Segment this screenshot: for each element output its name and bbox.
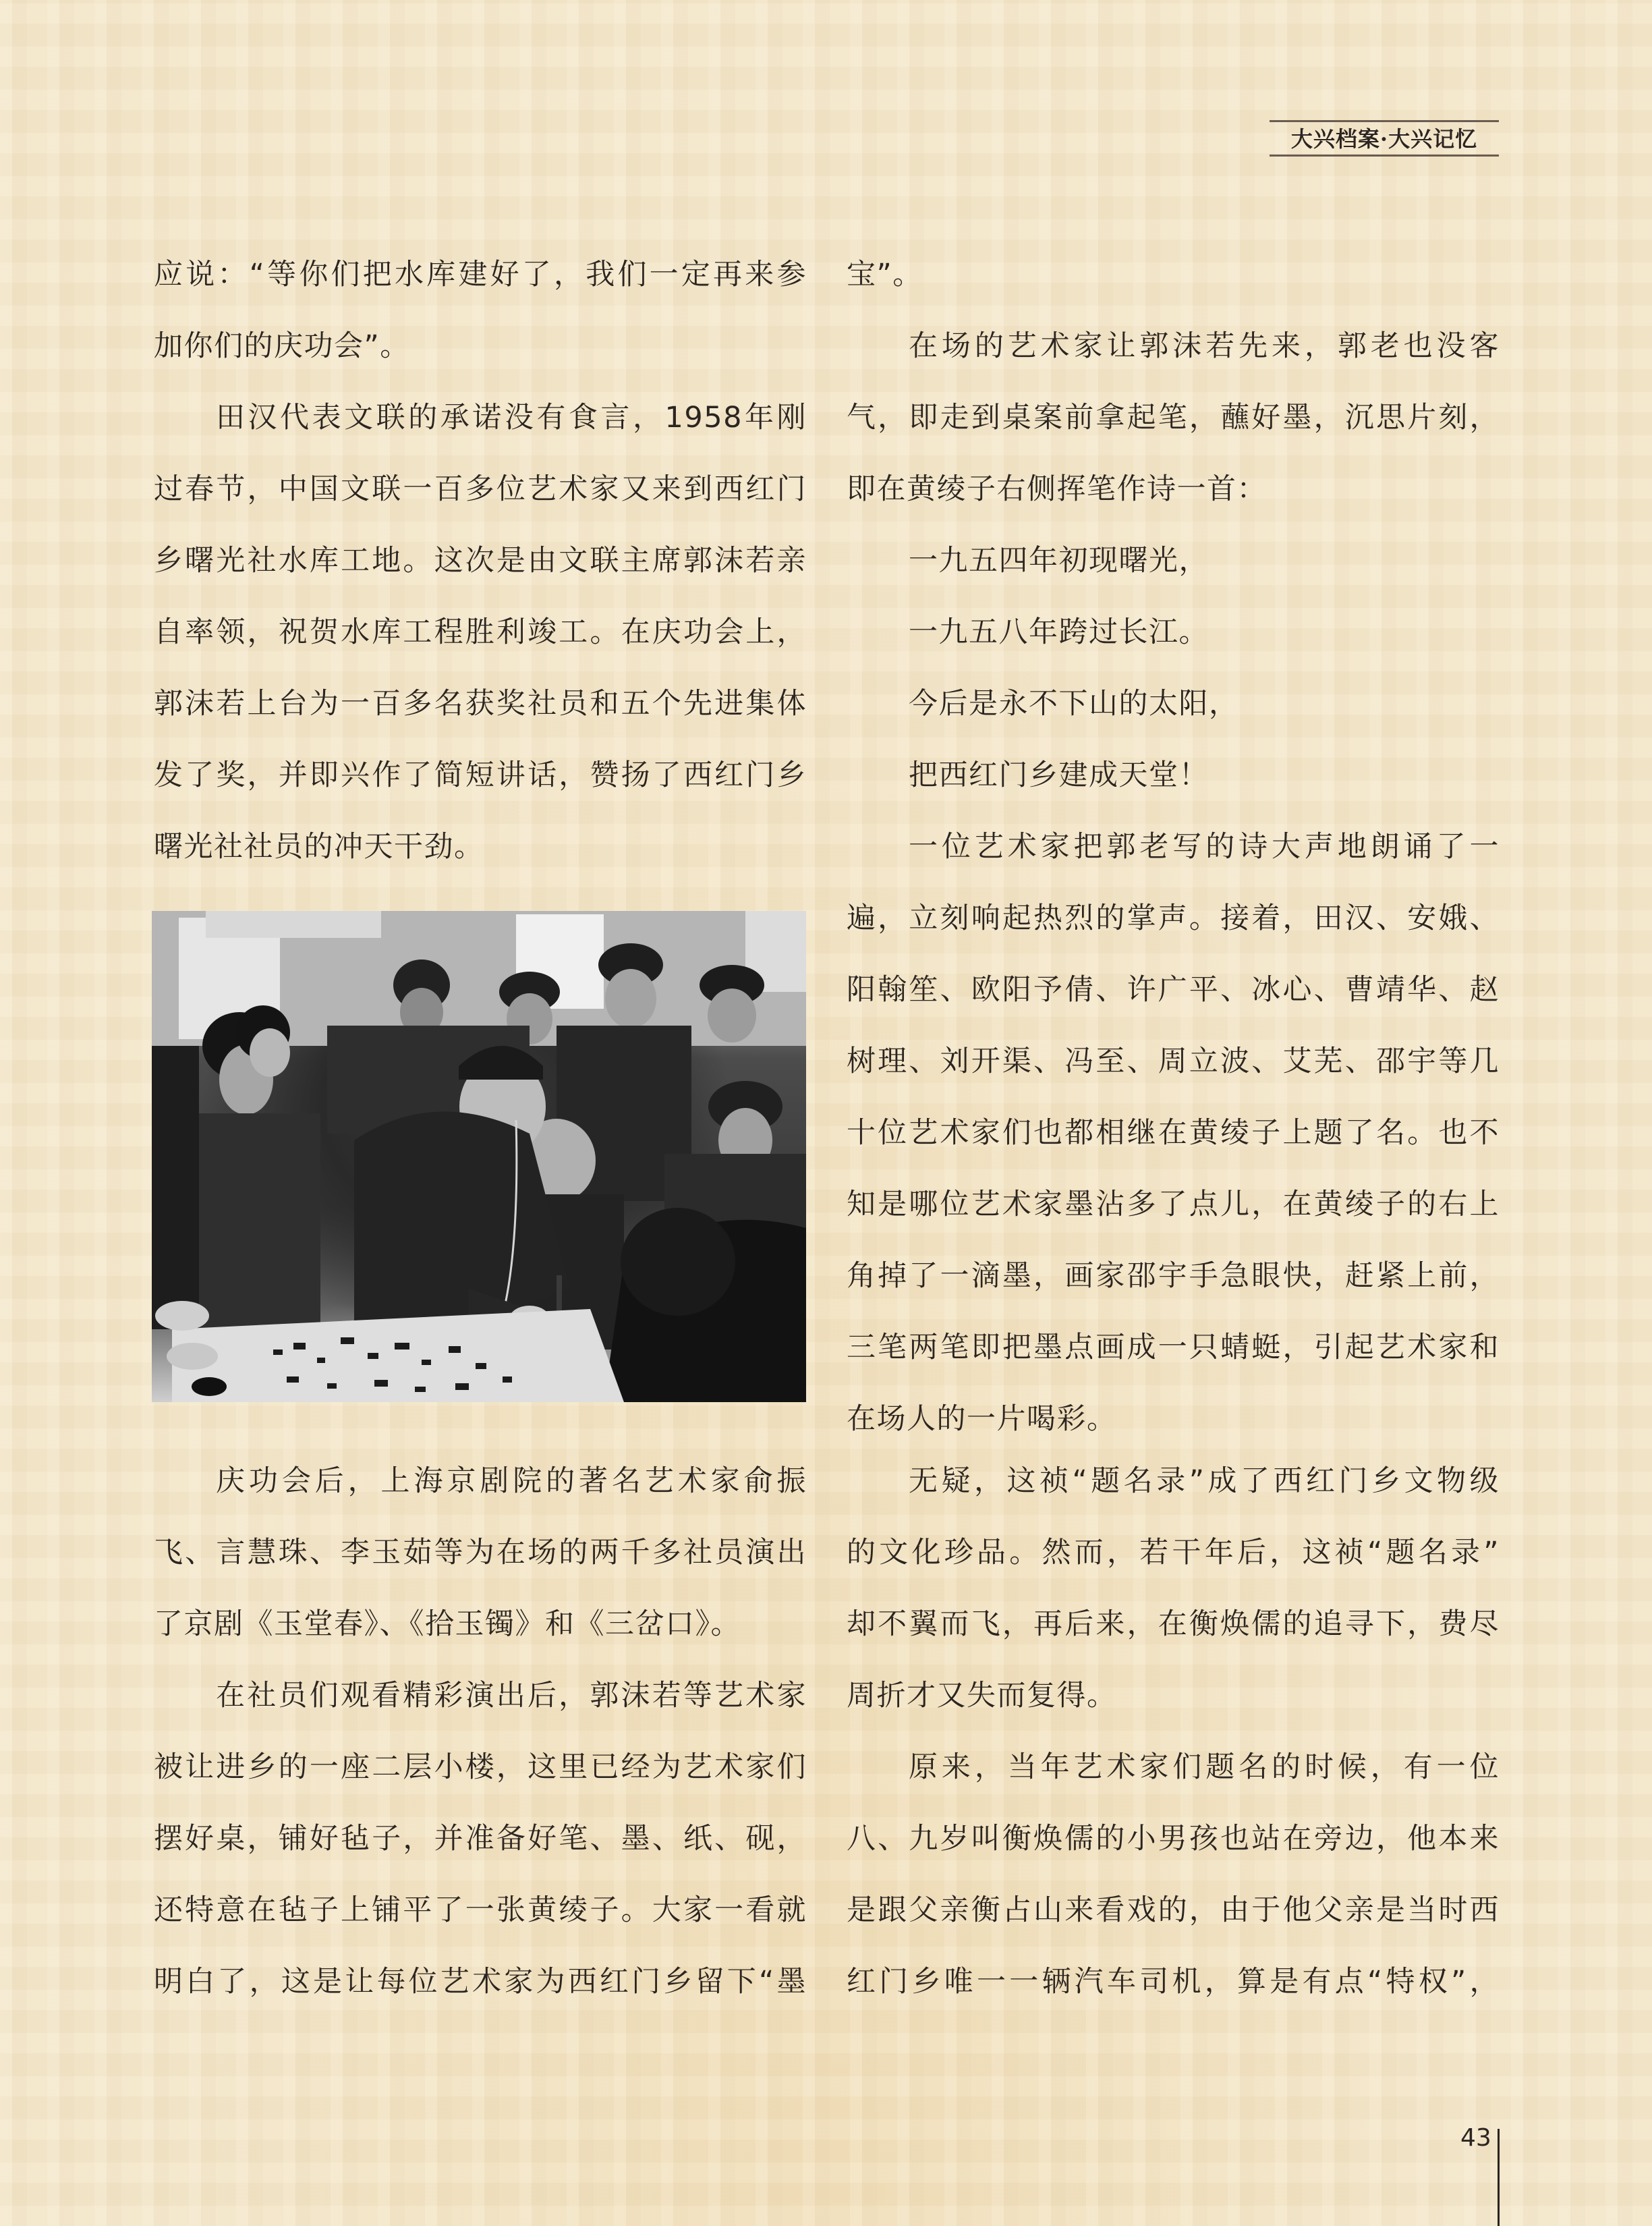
text-line: 八、九岁叫衡焕儒的小男孩也站在旁边，他本来 <box>847 1822 1500 1856</box>
poem-line: 一九五八年跨过长江。 <box>909 615 1209 649</box>
text-line: 树理、刘开渠、冯至、周立波、艾芜、邵宇等几 <box>847 1045 1500 1078</box>
text-line: 过春节，中国文联一百多位艺术家又来到西红门 <box>154 472 807 506</box>
running-header <box>1270 120 1499 157</box>
text-line: 即在黄绫子右侧挥笔作诗一首： <box>847 472 1267 506</box>
paragraph-start-line: 在场的艺术家让郭沫若先来，郭老也没客 <box>909 329 1500 363</box>
page-number-rule <box>1498 2129 1500 2226</box>
text-line: 摆好桌，铺好毡子，并准备好笔、墨、纸、砚， <box>154 1822 807 1856</box>
text-line: 加你们的庆功会”。 <box>154 329 410 363</box>
text-line: 被让进乡的一座二层小楼，这里已经为艺术家们 <box>154 1750 807 1784</box>
text-line: 知是哪位艺术家墨沾多了点儿，在黄绫子的右上 <box>847 1188 1500 1221</box>
text-line: 宝”。 <box>847 258 923 291</box>
text-line: 遍，立刻响起热烈的掌声。接着，田汉、安娥、 <box>847 901 1500 935</box>
text-line: 角掉了一滴墨，画家邵宇手急眼快，赶紧上前， <box>847 1259 1500 1293</box>
paragraph-start-line: 原来，当年艺术家们题名的时候，有一位 <box>909 1750 1500 1784</box>
section-title: 大兴档案·大兴记忆 <box>1290 126 1478 152</box>
poem-line: 今后是永不下山的太阳， <box>909 687 1239 721</box>
page-number: 43 <box>1460 2124 1491 2152</box>
right-column-top-text <box>847 239 1500 1455</box>
left-column-bottom-text <box>154 1445 807 2018</box>
paragraph-start-line: 庆功会后，上海京剧院的著名艺术家俞振 <box>216 1464 807 1498</box>
text-line: 十位艺术家们也都相继在黄绫子上题了名。也不 <box>847 1116 1500 1150</box>
text-line: 乡曙光社水库工地。这次是由文联主席郭沫若亲 <box>154 544 807 578</box>
historical-photo <box>152 911 806 1402</box>
text-line: 是跟父亲衡占山来看戏的，由于他父亲是当时西 <box>847 1893 1500 1927</box>
text-line: 红门乡唯一一辆汽车司机，算是有点“特权”， <box>847 1965 1500 1999</box>
text-line: 郭沫若上台为一百多名获奖社员和五个先进集体 <box>154 687 807 721</box>
text-line: 应说：“等你们把水库建好了，我们一定再来参 <box>154 258 807 291</box>
text-line: 明白了，这是让每位艺术家为西红门乡留下“墨 <box>154 1965 807 1999</box>
text-line: 气，即走到桌案前拿起笔，蘸好墨，沉思片刻， <box>847 401 1500 435</box>
text-line: 的文化珍品。然而，若干年后，这祯“题名录” <box>847 1536 1500 1569</box>
text-line: 三笔两笔即把墨点画成一只蜻蜓，引起艺术家和 <box>847 1331 1500 1364</box>
paragraph-start-line: 田汉代表文联的承诺没有食言，1958年刚 <box>216 401 807 435</box>
text-line: 却不翼而飞，再后来，在衡焕儒的追寻下，费尽 <box>847 1607 1500 1641</box>
text-line: 在场人的一片喝彩。 <box>847 1402 1117 1436</box>
text-line: 曙光社社员的冲天干劲。 <box>154 830 484 864</box>
paragraph-start-line: 无疑，这祯“题名录”成了西红门乡文物级 <box>909 1464 1500 1498</box>
paragraph-start-line: 在社员们观看精彩演出后，郭沫若等艺术家 <box>216 1679 807 1713</box>
text-line: 周折才又失而复得。 <box>847 1679 1117 1713</box>
paragraph-start-line: 一位艺术家把郭老写的诗大声地朗诵了一 <box>909 830 1500 864</box>
text-line: 阳翰笙、欧阳予倩、许广平、冰心、曹靖华、赵 <box>847 973 1500 1007</box>
text-line: 还特意在毡子上铺平了一张黄绫子。大家一看就 <box>154 1893 807 1927</box>
text-line: 飞、言慧珠、李玉茹等为在场的两千多社员演出 <box>154 1536 807 1569</box>
poem-line: 一九五四年初现曙光， <box>909 544 1209 578</box>
text-line: 发了奖，并即兴作了简短讲话，赞扬了西红门乡 <box>154 758 807 792</box>
text-line: 自率领，祝贺水库工程胜利竣工。在庆功会上， <box>154 615 807 649</box>
left-column-top-text <box>154 239 807 883</box>
photo-calligraphy-scene-icon <box>152 911 806 1402</box>
right-column-bottom-text <box>847 1445 1500 2018</box>
poem-line: 把西红门乡建成天堂！ <box>909 758 1209 792</box>
text-line: 了京剧《玉堂春》、《拾玉镯》和《三岔口》。 <box>154 1607 741 1641</box>
